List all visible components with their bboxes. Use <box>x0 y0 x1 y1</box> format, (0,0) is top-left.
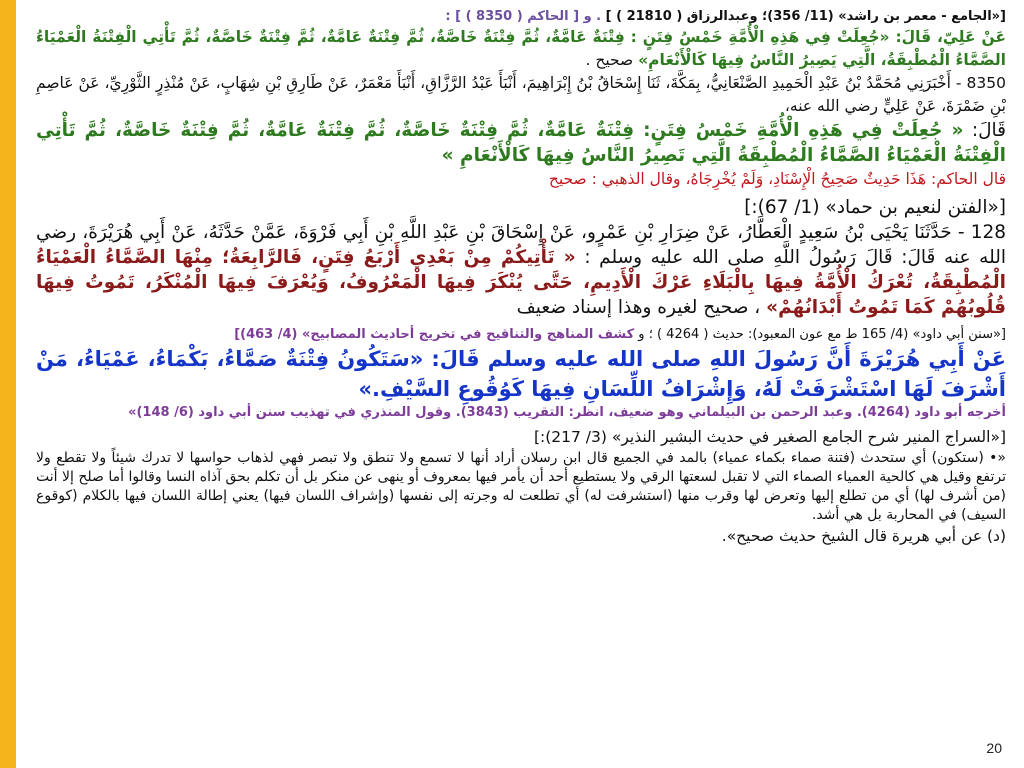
hadith-paragraph <box>36 220 1006 320</box>
block-jami-hakim <box>36 8 1006 72</box>
slide-accent-bar <box>0 0 16 768</box>
isnad-text: 8350 - أَخْبَرَنِي مُحَمَّدُ بْنُ عَبْدِ الْحَمِيدِ الصَّنْعَانِيُّ، بِمَكَّةَ، ثَنَا إِسْحَاقُ بْنُ إِبْرَاهِيمَ، أَنْبَأَ عَبْدُ الرَّزَّاقِ، أَنْبَأَ مَعْمَرٌ، عَنْ طَارِقِ بْنِ شِهَابٍ، عَنْ مُنْذِرٍ الثَّوْرِيِّ، عَنْ عَاصِمِ بْنِ ضَمْرَةَ، عَنْ عَلِيٍّ رضي الله عنه، <box>36 74 1006 115</box>
block-siraj-munir <box>36 426 1006 548</box>
closing-line: (د) عن أبي هريرة قال الشيخ حديث صحيح». <box>721 527 1006 545</box>
source-reference <box>36 8 1006 26</box>
hadith-grade: صحيح . <box>585 51 634 69</box>
hadith-paragraph <box>36 26 1006 72</box>
source-reference: [«السراج المنير شرح الجامع الصغير في حديث البشير النذير» (3/ 217):] <box>533 428 1006 446</box>
block-hakim-isnad <box>36 72 1006 191</box>
block-abu-dawud <box>36 326 1006 422</box>
commentary-text: «• (ستكون) أي ستحدث (فتنة صماء بكماء عمياء) بالمد في الجميع قال ابن رسلان أراد أنها لا تسمع ولا تنطق ولا تبصر فهي لذهاب حواسها لا تدرك شيئاً ولا تقطع ولا ترتفع وقيل هي كالحية العمياء الصماء التي لا تقبل لسعتها الرقي ولا يستطيع أحد أن يأمر فيها بمعروف أو ينهى عن منكر بل أن تكلم بحق آذاه النسا وقالوا أما صلح إلا أنت (من أشرف لها) أي من تطلع إليها وتعرض لها وقرب منها (استشرفت له) أي تطلعت له وجرته إلى نفسها (وإشراف اللسان فيها) يعني إطالة اللسان فيها بالكلام (كوقوع السيف) في المحاربة بل هي أشد. <box>36 450 1006 523</box>
hadith-grade: ، صحيح لغيره وهذا إسناد ضعيف <box>516 297 761 318</box>
qala-label: قَالَ: <box>971 120 1006 141</box>
slide-content <box>36 8 1006 548</box>
matn-paragraph <box>36 118 1006 168</box>
hadith-text: عَنْ أَبِي هُرَيْرَةَ أَنَّ رَسُولَ اللهِ صلى الله عليه وسلم قَالَ: «سَتَكُونُ فِتْنَةٌ صَمَّاءُ، بَكْمَاءُ، عَمْيَاءُ، مَنْ أَشْرَفَ لَهَا اسْتَشْرَفَتْ لَهُ، وَإِشْرَافُ اللِّسَانِ فِيهَا كَوُقُوعِ السَّيْفِ.» <box>36 347 1006 401</box>
source-kashf: كشف المناهج والتناقيح في تخريج أحاديث المصابيح» (4/ 463)] <box>234 327 635 342</box>
source-hakim: . و [ الحاكم ( 8350 ) ] : <box>445 9 602 24</box>
source-reference <box>36 326 1006 344</box>
hakim-grading: قال الحاكم: هَذَا حَدِيثٌ صَحِيحُ الْإِسْنَادِ، وَلَمْ يُخْرِجَاهُ، وقال الذهبي : صحيح <box>548 170 1006 188</box>
isnad-text: 128 - حَدَّثَنَا يَحْيَى بْنُ سَعِيدٍ الْعَطَّارُ، عَنْ ضِرَارِ بْنِ عَمْرٍو، عَنْ إِسْحَاقَ بْنِ عَبْدِ اللَّهِ بْنِ أَبِي فَرْوَةَ، عَمَّنْ حَدَّثَهُ، عَنْ أَبِي هُرَيْرَةَ، رضي الله عنه قَالَ: قَالَ رَسُولُ اللَّهِ صلى الله عليه وسلم : <box>36 222 1006 268</box>
takhrij-note: أخرجه أبو داود (4264). وعبد الرحمن بن البيلماني وهو ضعيف، انظر: التقريب (3843). وقول المنذري في تهذيب سنن أبي داود (6/ 148)» <box>128 405 1006 420</box>
source-reference: [«الفتن لنعيم بن حماد» (1/ 67):] <box>744 197 1006 218</box>
block-fitan-nuaym <box>36 195 1006 320</box>
hadith-text: عَنْ عَلِيّ، قَالَ: «جُعِلَتْ فِي هَذِهِ الْأُمَّةِ خَمْسُ فِتَنٍ : فِتْنَةٌ عَامَّةٌ، ثُمَّ فِتْنَةٌ خَاصَّةٌ، ثُمَّ فِتْنَةٌ عَامَّةٌ، ثُمَّ فِتْنَةٌ خَاصَّةٌ، ثُمَّ تَأْتِي الْفِتْنَةُ الْعَمْيَاءُ الصَّمَّاءُ الْمُطْبِقَةُ، الَّتِي يَصِيرُ النَّاسُ فِيهَا كَالْأَنْعَامِ» <box>36 28 1006 69</box>
matn-text: « جُعِلَتْ فِي هَذِهِ الْأُمَّةِ خَمْسُ فِتَنٍ: فِتْنَةٌ عَامَّةٌ، ثُمَّ فِتْنَةٌ خَاصَّةٌ، ثُمَّ فِتْنَةٌ عَامَّةٌ، ثُمَّ فِتْنَةٌ خَاصَّةٌ، ثُمَّ تَأْتِي الْفِتْنَةُ الْعَمْيَاءُ الصَّمَّاءُ الْمُطْبِقَةُ الَّتِي تَصِيرُ النَّاسُ فِيهَا كَالْأَنْعَامِ » <box>36 120 1006 166</box>
page-number: 20 <box>986 740 1002 756</box>
source-jami: [«الجامع - معمر بن راشد» (11/ 356)؛ وعبدالرزاق ( 21810 ) ] <box>605 9 1006 24</box>
matn-text: « تَأْتِيكُمْ مِنْ بَعْدِي أَرْبَعُ فِتَنٍ، فَالرَّابِعَةُ؛ مِنْهَا الصَّمَّاءُ الْعَمْيَاءُ الْمُطْبِقَةُ، تُعْرَكُ الْأُمَّةُ فِيهَا بِالْبَلَاءِ عَرْكَ الْأَدِيمِ، حَتَّى يُنْكَرَ فِيهَا الْمَعْرُوفُ، وَيُعْرَفَ فِيهَا الْمُنْكَرُ، تَمُوتُ فِيهَا قُلُوبُهُمْ كَمَا تَمُوتُ أَبْدَانُهُمْ» <box>36 247 1006 318</box>
source-sunan: [«سنن أبي داود» (4/ 165 ط مع عون المعبود): حديث ( 4264 ) ؛ و <box>638 327 1006 342</box>
